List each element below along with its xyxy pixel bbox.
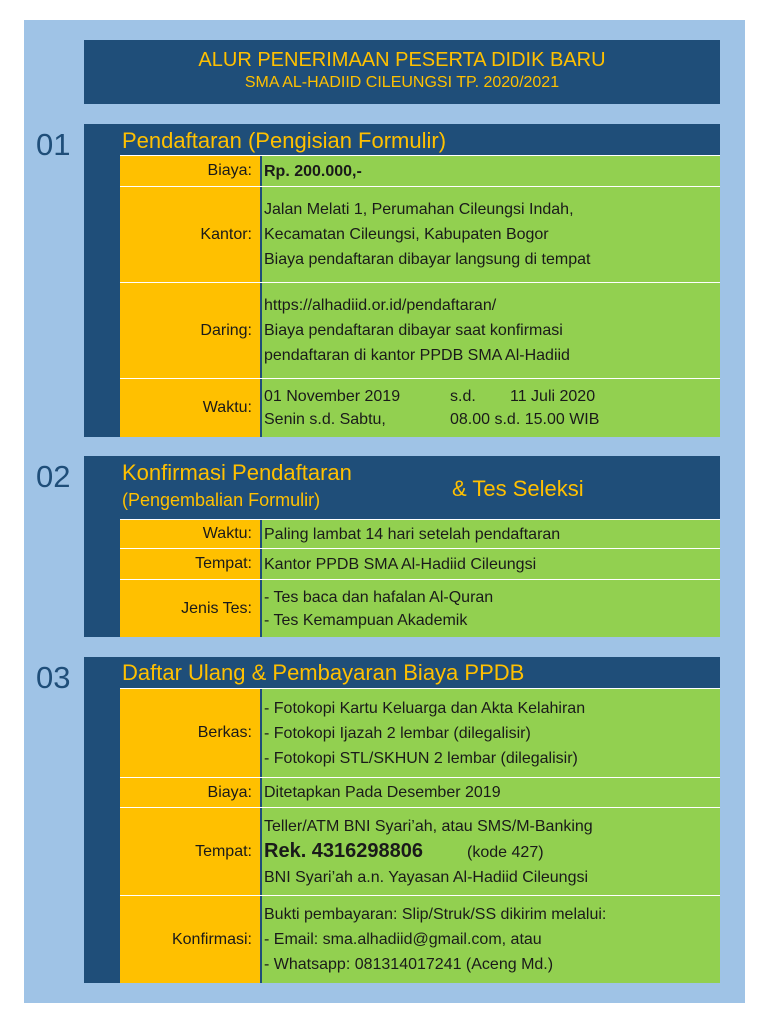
s3-rek-number: Rek. 4316298806: [264, 839, 424, 862]
section-2-extra: & Tes Seleksi: [452, 476, 584, 501]
s1-kantor-line: Biaya pendaftaran dibayar langsung di tempat: [264, 251, 591, 268]
s3-biaya-text: Ditetapkan Pada Desember 2019: [264, 784, 501, 801]
section-2-number: 02: [36, 459, 71, 494]
s2-tempat-value: [262, 549, 720, 579]
s1-daring-label: Daring:: [120, 283, 260, 378]
s3-tempat-label: Tempat:: [120, 808, 260, 895]
s2-jenis-label: Jenis Tes:: [120, 580, 260, 637]
s1-daring-url[interactable]: https://alhadiid.or.id/pendaftaran/: [264, 297, 497, 314]
s2-row-jenis: [120, 579, 720, 637]
s1-biaya-value: [262, 156, 720, 186]
s3-tempat-line: BNI Syari’ah a.n. Yayasan Al-Hadiid Cileungsi: [264, 868, 589, 886]
s1-biaya-label: Biaya:: [120, 156, 260, 186]
s2-tempat-text: Kantor PPDB SMA Al-Hadiid Cileungsi: [264, 555, 537, 573]
section-1: [84, 124, 720, 437]
s1-waktu-days: Senin s.d. Sabtu,: [264, 411, 386, 428]
header-title: ALUR PENERIMAAN PESERTA DIDIK BARU: [198, 49, 606, 71]
header-subtitle: SMA AL-HADIID CILEUNGSI TP. 2020/2021: [244, 74, 560, 91]
s3-berkas-line: - Fotokopi Ijazah 2 lembar (dilegalisir): [264, 724, 531, 742]
s3-rek-kode: (kode 427): [467, 843, 544, 861]
section-2-title: Konfirmasi Pendaftaran: [122, 460, 352, 485]
s1-kantor-line: Jalan Melati 1, Perumahan Cileungsi Indah,: [264, 201, 574, 218]
section-3-number: 03: [36, 660, 71, 695]
s3-row-berkas: [120, 688, 720, 777]
s2-jenis-line: - Tes Kemampuan Akademik: [264, 611, 468, 629]
section-1-title: Pendaftaran (Pengisian Formulir): [122, 128, 447, 153]
s1-kantor-value: [262, 187, 720, 282]
section-3-title: Daftar Ulang & Pembayaran Biaya PPDB: [122, 660, 525, 685]
s3-konfirmasi-label: Konfirmasi:: [120, 896, 260, 983]
s2-row-tempat: [120, 548, 720, 579]
s1-waktu-value: [262, 379, 720, 437]
s2-tempat-label: Tempat:: [120, 549, 260, 579]
s3-berkas-line: - Fotokopi Kartu Keluarga dan Akta Kelahiran: [264, 699, 586, 717]
s3-berkas-label: Berkas:: [120, 689, 260, 777]
s1-waktu-sd: s.d.: [450, 388, 476, 405]
s2-jenis-value: [262, 580, 720, 637]
s1-daring-value: [262, 283, 720, 378]
section-1-number: 01: [36, 127, 71, 162]
s3-konfirmasi-whatsapp[interactable]: - Whatsapp: 081314017241 (Aceng Md.): [264, 956, 554, 973]
section-2-subtitle: (Pengembalian Formulir): [122, 490, 321, 510]
s3-konfirmasi-line: Bukti pembayaran: Slip/Struk/SS dikirim melalui:: [264, 906, 607, 923]
section-2: [84, 456, 720, 637]
section-3: [84, 657, 720, 983]
s3-biaya-value: [262, 778, 720, 807]
s3-berkas-line: - Fotokopi STL/SKHUN 2 lembar (dilegalisir): [264, 749, 578, 767]
s3-row-konfirmasi: [120, 895, 720, 983]
s1-waktu-hours: 08.00 s.d. 15.00 WIB: [450, 411, 600, 428]
s1-row-kantor: [120, 186, 720, 282]
s1-waktu-line1: [264, 385, 720, 408]
s2-waktu-value: [262, 520, 720, 548]
s3-konfirmasi-value: [262, 896, 720, 983]
header-banner: [84, 40, 720, 104]
s1-kantor-line: Kecamatan Cileungsi, Kabupaten Bogor: [264, 226, 549, 243]
s1-row-daring: [120, 282, 720, 378]
s3-konfirmasi-email[interactable]: - Email: sma.alhadiid@gmail.com, atau: [264, 931, 542, 948]
s1-waktu-label: Waktu:: [120, 379, 260, 437]
s3-biaya-label: Biaya:: [120, 778, 260, 807]
s2-row-waktu: [120, 519, 720, 548]
s1-daring-line: Biaya pendaftaran dibayar saat konfirmasi: [264, 322, 563, 339]
s1-row-waktu: [120, 378, 720, 437]
s2-waktu-text: Paling lambat 14 hari setelah pendaftaran: [264, 525, 561, 543]
s3-row-tempat: [120, 807, 720, 895]
s1-biaya-text: Rp. 200.000,-: [264, 162, 362, 180]
s3-tempat-rek-line: [264, 839, 720, 865]
s1-daring-line: pendaftaran di kantor PPDB SMA Al-Hadiid: [264, 347, 570, 364]
s1-kantor-label: Kantor:: [120, 187, 260, 282]
s2-jenis-line: - Tes baca dan hafalan Al-Quran: [264, 588, 494, 606]
s1-waktu-start: 01 November 2019: [264, 388, 401, 405]
s3-tempat-value: [262, 808, 720, 895]
s1-waktu-end: 11 Juli 2020: [510, 388, 596, 405]
s1-row-biaya: [120, 155, 720, 186]
s3-tempat-line: Teller/ATM BNI Syari’ah, atau SMS/M-Banking: [264, 817, 593, 835]
s1-waktu-line2: [264, 408, 720, 431]
s3-berkas-value: [262, 689, 720, 777]
s2-waktu-label: Waktu:: [120, 520, 260, 548]
s3-row-biaya: [120, 777, 720, 807]
